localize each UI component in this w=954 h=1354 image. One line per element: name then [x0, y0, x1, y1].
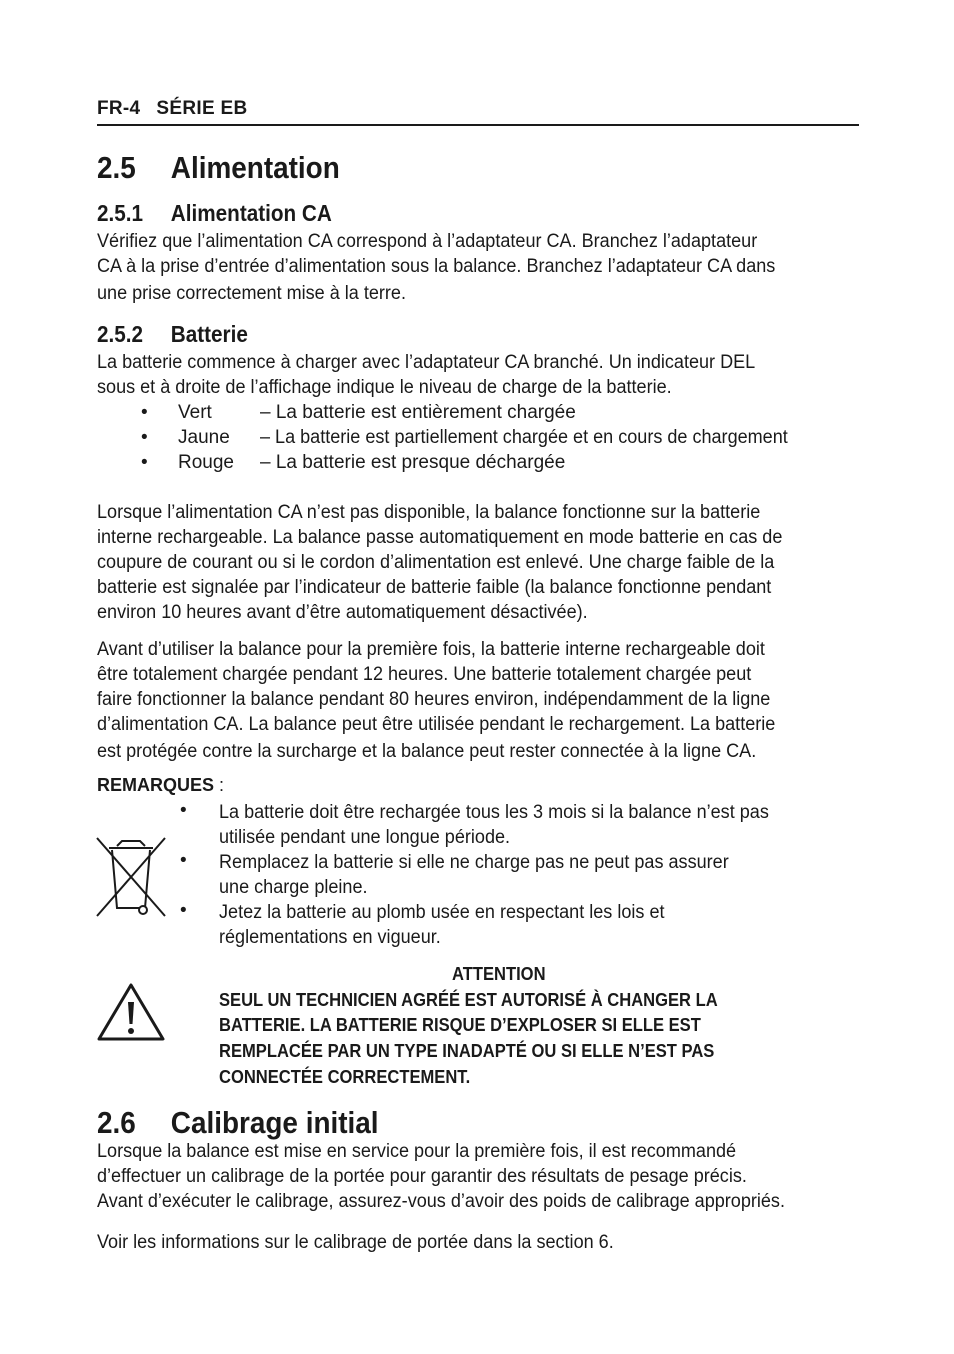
text-line: environ 10 heures avant d’être automatiquement désactivée). [97, 602, 588, 623]
header-rule [97, 124, 859, 126]
section-number: 2.5.2 [97, 321, 144, 347]
series-title: SÉRIE EB [156, 98, 248, 119]
page-number: FR-4 [97, 98, 141, 119]
text-line: Avant d’exécuter le calibrage, assurez-vous d’avoir des poids de calibrage appropriés. [97, 1191, 785, 1212]
text-line: coupure de courant ou si le cordon d’alimentation est enlevé. Une charge faible de la [97, 552, 775, 573]
text-line: La batterie commence à charger avec l’adaptateur CA branché. Un indicateur DEL [97, 352, 756, 373]
text-line: d’alimentation CA. La balance peut être utilisée pendant le rechargement. La batterie [97, 714, 776, 735]
note-line: Remplacez la batterie si elle ne charge pas ne peut pas assurer [219, 852, 729, 873]
text-line: batterie est signalée par l’indicateur de batterie faible (la balance fonctionne pendant [97, 577, 772, 598]
attention-title: ATTENTION [452, 964, 546, 984]
note-dot: • [180, 900, 187, 921]
text-line: être totalement chargée pendant 12 heures. Une batterie totalement chargée peut [97, 664, 752, 685]
bullet-desc: – La batterie est partiellement chargée et en cours de chargement [260, 427, 788, 448]
bullet-dot: • [141, 402, 148, 423]
bullet-desc: – La batterie est entièrement chargée [260, 402, 576, 423]
text-line: CA à la prise d’entrée d’alimentation sous la balance. Branchez l’adaptateur CA dans [97, 256, 776, 277]
battery-backup-paragraph [97, 500, 869, 625]
text-line: Voir les informations sur le calibrage de portée dans la section 6. [97, 1232, 614, 1253]
section-number: 2.5.1 [97, 200, 144, 226]
bullet-color: Jaune [178, 427, 230, 448]
bullet-dot: • [141, 452, 148, 473]
section-2-5-1-heading [97, 200, 332, 227]
section-2-5-2-heading [97, 321, 248, 348]
bullet-desc: – La batterie est presque déchargée [260, 452, 566, 473]
section-title: Alimentation [170, 150, 340, 185]
attention-line: REMPLACÉE PAR UN TYPE INADAPTÉ OU SI ELLE N’EST PAS [219, 1041, 715, 1061]
first-charge-paragraph [97, 637, 869, 764]
text-line: Avant d’utiliser la balance pour la première fois, la batterie interne rechargeable doit [97, 639, 765, 660]
note-line: réglementations en vigueur. [219, 927, 441, 948]
bullet-color: Rouge [178, 452, 234, 473]
text-line: est protégée contre la surcharge et la balance peut rester connectée à la ligne CA. [97, 741, 757, 762]
remarks-colon: : [214, 775, 225, 795]
note-line: Jetez la batterie au plomb usée en respectant les lois et [219, 902, 665, 923]
battery-paragraph [97, 350, 869, 400]
section-title: Alimentation CA [170, 200, 332, 226]
warning-triangle-icon [96, 982, 166, 1042]
text-line: interne rechargeable. La balance passe automatiquement en mode batterie en cas de [97, 527, 783, 548]
attention-line: BATTERIE. LA BATTERIE RISQUE D’EXPLOSER SI ELLE EST [219, 1015, 701, 1035]
section-2-5-heading [97, 150, 340, 186]
bullet-red [0, 450, 954, 475]
text-line: Lorsque l’alimentation CA n’est pas disponible, la balance fonctionne sur la batterie [97, 502, 761, 523]
ac-power-paragraph [97, 229, 869, 306]
text-line: Vérifiez que l’alimentation CA correspond à l’adaptateur CA. Branchez l’adaptateur [97, 231, 758, 252]
text-line: Lorsque la balance est mise en service pour la première fois, il est recommandé [97, 1141, 737, 1162]
text-line: d’effectuer un calibrage de la portée pour garantir des résultats de pesage précis. [97, 1166, 747, 1187]
note-dot: • [180, 850, 187, 871]
section-number: 2.5 [97, 150, 136, 185]
remarks-label [97, 775, 224, 796]
page-header [97, 98, 248, 120]
note-line: une charge pleine. [219, 877, 368, 898]
bullet-green [0, 400, 954, 425]
note-line: utilisée pendant une longue période. [219, 827, 511, 848]
bullet-yellow [0, 425, 954, 450]
section-title: Calibrage initial [170, 1105, 379, 1140]
wheelie-bin-crossed-icon [95, 836, 167, 918]
calibration-paragraph [97, 1139, 869, 1214]
attention-line: SEUL UN TECHNICIEN AGRÉÉ EST AUTORISÉ À CHANGER LA [219, 990, 718, 1010]
bullet-dot: • [141, 427, 148, 448]
calibration-reference [97, 1230, 869, 1255]
note-line: La batterie doit être rechargée tous les 3 mois si la balance n’est pas [219, 802, 769, 823]
section-2-6-heading [97, 1105, 379, 1141]
section-number: 2.6 [97, 1105, 136, 1140]
section-title: Batterie [170, 321, 248, 347]
text-line: une prise correctement mise à la terre. [97, 283, 406, 304]
remarks-title: REMARQUES [97, 775, 215, 795]
attention-line: CONNECTÉE CORRECTEMENT. [219, 1067, 471, 1087]
text-line: sous et à droite de l’affichage indique le niveau de charge de la batterie. [97, 377, 672, 398]
bullet-color: Vert [178, 402, 212, 423]
note-dot: • [180, 800, 187, 821]
text-line: faire fonctionner la balance pendant 80 heures environ, indépendamment de la ligne [97, 689, 771, 710]
